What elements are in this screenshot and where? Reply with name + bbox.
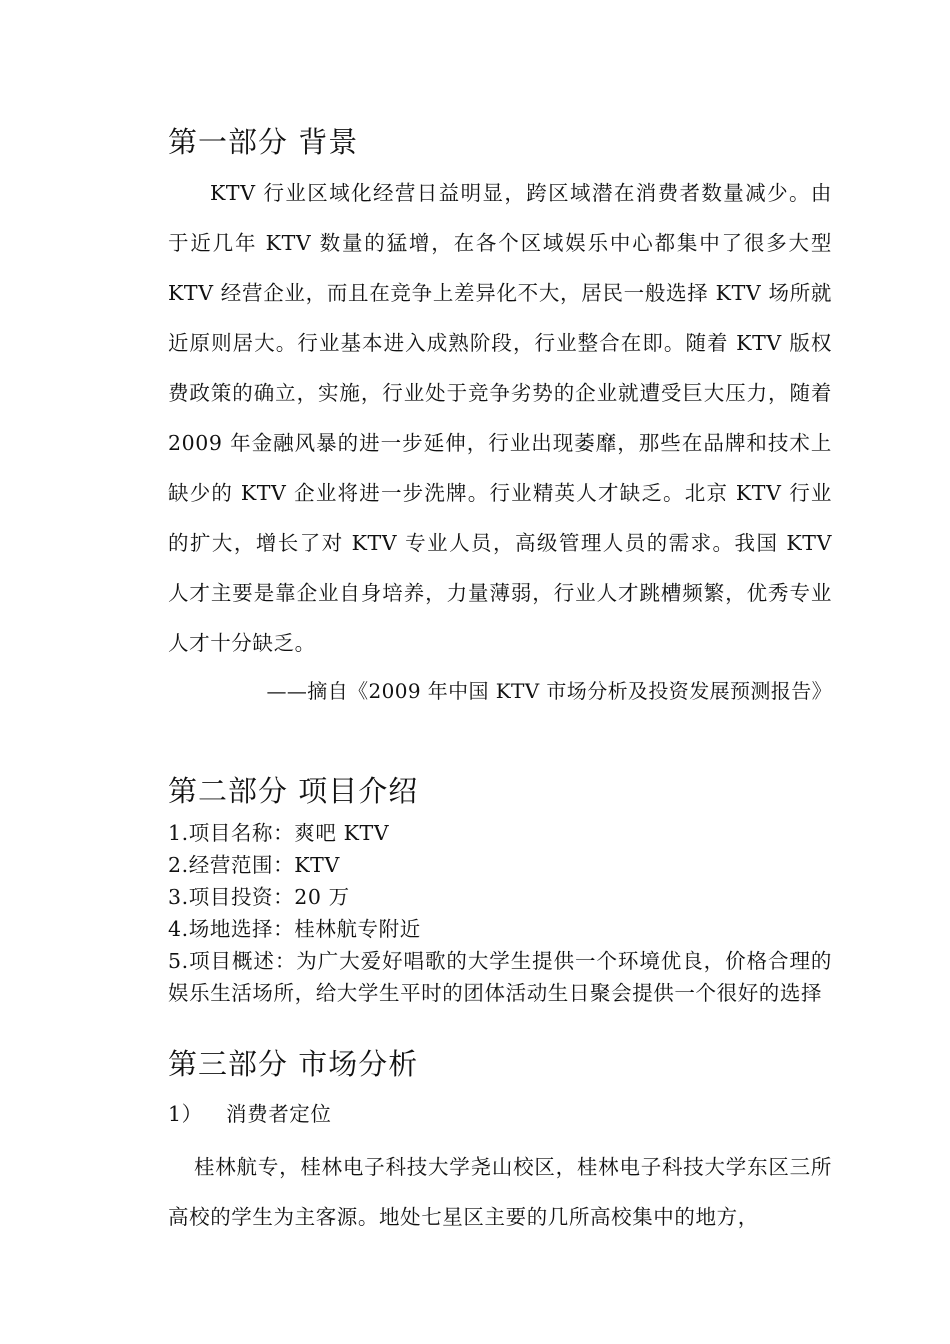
citation-source: ——摘自《2009 年中国 KTV 市场分析及投资发展预测报告》	[266, 679, 832, 703]
project-intro-list-wrap	[168, 817, 832, 1009]
market-body	[168, 1142, 832, 1242]
subheading-consumer-positioning	[168, 1099, 332, 1129]
section-project-intro	[168, 773, 832, 809]
section-title-project-intro: 第二部分 项目介绍	[168, 774, 419, 808]
list-item: 3.项目投资：20 万	[168, 885, 350, 909]
background-paragraph: KTV 行业区域化经营日益明显，跨区域潜在消费者数量减少。由于近几年 KTV 数量的猛增，在各个区域娱乐中心都集中了很多大型 KTV 经营企业，而且在竞争上差异化不大，居民一般选择 KTV 场所就近原则居大。行业基本进入成熟阶段，行业整合在即。随着 KTV 版权费政策的确立，实施，行业处于竞争劣势的企业就遭受巨大压力，随着 2009 年金融风暴的进一步延伸，行业出现萎靡，那些在品牌和技术上缺少的 KTV 企业将进一步洗牌。行业精英人才缺乏。北京 KTV 行业的扩大，增长了对 KTV 专业人员，高级管理人员的需求。我国 KTV 人才主要是靠企业自身培养，力量薄弱，行业人才跳槽频繁，优秀专业人才十分缺乏。	[168, 181, 832, 655]
section-title-market-analysis: 第三部分 市场分析	[168, 1047, 419, 1081]
section-title-background: 第一部分 背景	[168, 125, 359, 159]
section-background	[168, 124, 832, 160]
list-item: 2.经营范围：KTV	[168, 853, 340, 877]
subheading-number: 1）	[168, 1102, 203, 1126]
project-intro-list	[168, 817, 832, 1009]
background-body	[168, 168, 832, 668]
market-paragraph: 桂林航专，桂林电子科技大学尧山校区，桂林电子科技大学东区三所高校的学生为主客源。地处七星区主要的几所高校集中的地方，	[168, 1155, 832, 1229]
subheading-label: 消费者定位	[226, 1102, 332, 1126]
section-market-analysis	[168, 1046, 832, 1082]
list-item: 4.场地选择：桂林航专附近	[168, 917, 421, 941]
list-item: 5.项目概述：为广大爱好唱歌的大学生提供一个环境优良，价格合理的娱乐生活场所，给大学生平时的团体活动生日聚会提供一个很好的选择	[168, 949, 832, 1005]
list-item: 1.项目名称：爽吧 KTV	[168, 821, 390, 845]
